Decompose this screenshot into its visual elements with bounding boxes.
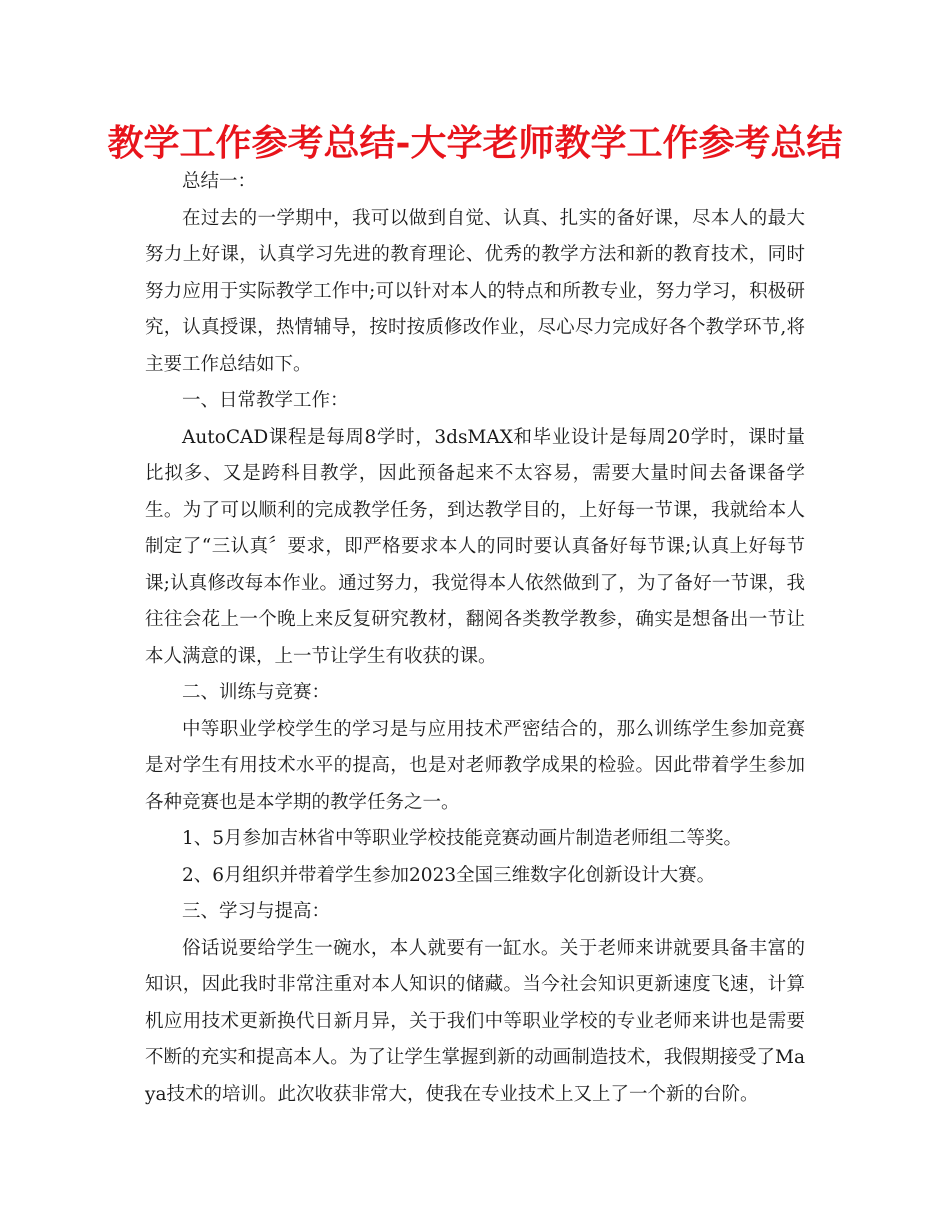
training-paragraph: 中等职业学校学生的学习是与应用技术严密结合的，那么训练学生参加竞赛是对学生有用技术水平的提高，也是对老师教学成果的检验。因此带着学生参加各种竞赛也是本学期的教学任务之一。	[145, 718, 805, 813]
section-heading-learning: 三、学习与提高：	[182, 901, 331, 922]
section-heading-training: 二、训练与竞赛：	[182, 682, 331, 703]
learning-paragraph: 俗话说要给学生一碗水，本人就要有一缸水。关于老师来讲就要具备丰富的知识，因此我时非常注重对本人知识的储藏。当今社会知识更新速度飞速，计算机应用技术更新换代日新月异，关于我们中等职业学校的专业老师来讲也是需要不断的充实和提高本人。为了让学生掌握到新的动画制造技术，我假期接受了Maya技术的培训。此次收获非常大，使我在专业技术上又上了一个新的台阶。	[145, 937, 805, 1105]
document-body	[145, 164, 805, 1113]
daily-teaching-paragraph: AutoCAD课程是每周8学时，3dsMAX和毕业设计是每周20学时，课时量比拟多、又是跨科目教学，因此预备起来不太容易，需要大量时间去备课备学生。为了可以顺利的完成教学任务，到达教学目的，上好每一节课，我就给本人制定了“三认真〞要求，即严格要求本人的同时要认真备好每节课;认真上好每节课;认真修改每本作业。通过努力，我觉得本人依然做到了，为了备好一节课，我往往会花上一个晚上来反复研究教材，翻阅各类教学教参，确实是想备出一节让本人满意的课，上一节让学生有收获的课。	[145, 426, 805, 667]
intro-paragraph: 在过去的一学期中，我可以做到自觉、认真、扎实的备好课，尽本人的最大努力上好课，认真学习先进的教育理论、优秀的教学方法和新的教育技术，同时努力应用于实际教学工作中;可以针对本人的特点和所教专业，努力学习，积极研究，认真授课，热情辅导，按时按质修改作业，尽心尽力完成好各个教学环节,将主要工作总结如下。	[145, 207, 805, 375]
summary-heading: 总结一：	[182, 171, 257, 192]
list-item-competition: 2、6月组织并带着学生参加2023全国三维数字化创新设计大赛。	[182, 864, 716, 886]
section-heading-daily-teaching: 一、日常教学工作：	[182, 390, 349, 411]
list-item-award: 1、5月参加吉林省中等职业学校技能竞赛动画片制造老师组二等奖。	[182, 828, 743, 849]
document-title: 教学工作参考总结-大学老师教学工作参考总结	[107, 122, 843, 164]
